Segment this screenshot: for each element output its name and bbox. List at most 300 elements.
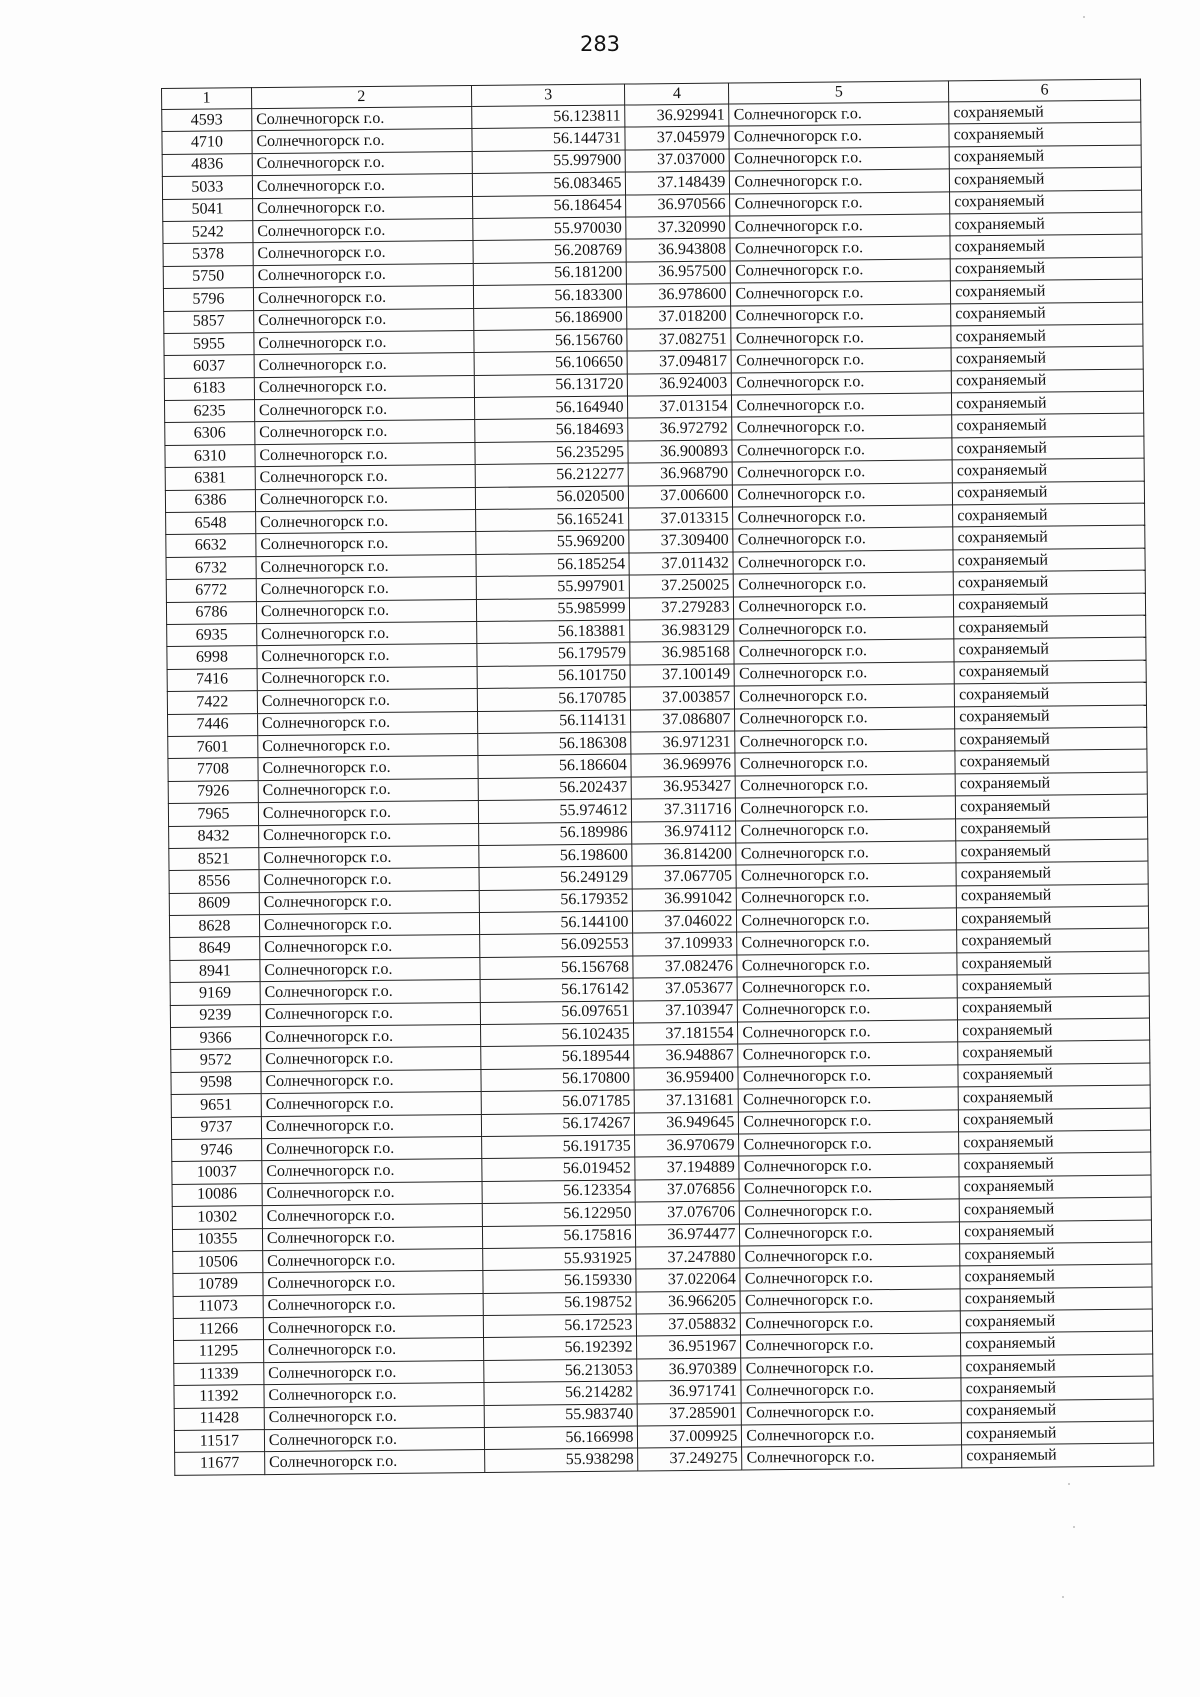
table-cell-col1: 8521	[169, 847, 259, 870]
table-cell-col3: 56.172523	[483, 1314, 637, 1338]
table-cell-col5: Солнечногорск г.о.	[730, 236, 950, 260]
table-cell-col6: сохраняемый	[956, 884, 1148, 908]
table-cell-col4: 36.972792	[628, 418, 732, 441]
table-cell-col1: 6235	[165, 400, 255, 423]
table-cell-col3: 56.174267	[481, 1113, 635, 1137]
table-cell-col5: Солнечногорск г.о.	[741, 1356, 961, 1380]
table-cell-col1: 7416	[167, 668, 257, 691]
table-cell-col4: 37.148439	[626, 171, 730, 194]
table-cell-col6: сохраняемый	[953, 525, 1145, 549]
table-cell-col3: 56.189986	[478, 822, 632, 846]
table-cell-col5: Солнечногорск г.о.	[742, 1423, 962, 1447]
table-cell-col2: Солнечногорск г.о.	[262, 1159, 482, 1183]
scan-speck	[1083, 16, 1085, 18]
table-cell-col6: сохраняемый	[959, 1108, 1151, 1132]
table-cell-col1: 8432	[169, 825, 259, 848]
table-cell-col5: Солнечногорск г.о.	[741, 1378, 961, 1402]
table-cell-col6: сохраняемый	[951, 369, 1143, 393]
table-cell-col4: 36.948867	[634, 1044, 738, 1067]
table-cell-col1: 9239	[170, 1004, 260, 1027]
table-cell-col1: 8649	[170, 937, 260, 960]
table-cell-col4: 37.003857	[631, 686, 735, 709]
table-cell-col3: 56.123811	[471, 105, 625, 129]
table-cell-col5: Солнечногорск г.о.	[730, 214, 950, 238]
table-cell-col3: 56.183881	[476, 620, 630, 644]
table-cell-col6: сохраняемый	[957, 996, 1149, 1020]
table-cell-col6: сохраняемый	[954, 660, 1146, 684]
table-cell-col5: Солнечногорск г.о.	[731, 303, 951, 327]
table-cell-col3: 56.186454	[472, 195, 626, 219]
table-cell-col2: Солнечногорск г.о.	[252, 196, 472, 220]
table-cell-col5: Солнечногорск г.о.	[736, 796, 956, 820]
table-cell-col2: Солнечногорск г.о.	[260, 1024, 480, 1048]
table-cell-col2: Солнечногорск г.о.	[254, 330, 474, 354]
table-cell-col3: 56.176142	[480, 978, 634, 1002]
table-cell-col6: сохраняемый	[954, 615, 1146, 639]
table-cell-col2: Солнечногорск г.о.	[261, 1069, 481, 1093]
table-cell-col6: сохраняемый	[960, 1264, 1152, 1288]
table-cell-col6: сохраняемый	[956, 861, 1148, 885]
table-cell-col4: 36.974477	[636, 1224, 740, 1247]
table-cell-col6: сохраняемый	[955, 705, 1147, 729]
table-cell-col6: сохраняемый	[962, 1443, 1154, 1467]
table-cell-col1: 9598	[171, 1071, 261, 1094]
table-cell-col6: сохраняемый	[954, 637, 1146, 661]
table-cell-col5: Солнечногорск г.о.	[734, 639, 954, 663]
table-cell-col2: Солнечногорск г.о.	[253, 241, 473, 265]
table-cell-col3: 56.020500	[475, 486, 629, 510]
table-cell-col1: 7446	[168, 713, 258, 736]
table-cell-col5: Солнечногорск г.о.	[736, 818, 956, 842]
table-cell-col1: 9746	[172, 1139, 262, 1162]
table-cell-col6: сохраняемый	[957, 973, 1149, 997]
table-cell-col6: сохраняемый	[960, 1220, 1152, 1244]
table-cell-col1: 7965	[168, 803, 258, 826]
table-cell-col6: сохраняемый	[949, 145, 1141, 169]
table-cell-col6: сохраняемый	[950, 190, 1142, 214]
table-cell-col3: 56.144731	[472, 127, 626, 151]
table-cell-col2: Солнечногорск г.о.	[253, 263, 473, 287]
table-cell-col4: 37.013154	[628, 395, 732, 418]
table-cell-col3: 56.198752	[483, 1292, 637, 1316]
table-cell-col5: Солнечногорск г.о.	[732, 371, 952, 395]
table-cell-col1: 10789	[173, 1273, 263, 1296]
table-cell-col1: 11266	[173, 1318, 263, 1341]
table-cell-col1: 11295	[174, 1340, 264, 1363]
table-cell-col2: Солнечногорск г.о.	[257, 666, 477, 690]
column-header-4: 4	[625, 83, 729, 105]
table-cell-col2: Солнечногорск г.о.	[263, 1248, 483, 1272]
table-cell-col1: 8609	[169, 892, 259, 915]
table-cell-col2: Солнечногорск г.о.	[260, 1002, 480, 1026]
table-cell-col5: Солнечногорск г.о.	[732, 393, 952, 417]
table-cell-col4: 37.082476	[633, 955, 737, 978]
table-cell-col1: 5796	[163, 288, 253, 311]
table-cell-col2: Солнечногорск г.о.	[255, 442, 475, 466]
table-cell-col6: сохраняемый	[952, 436, 1144, 460]
table-cell-col6: сохраняемый	[957, 951, 1149, 975]
table-cell-col2: Солнечногорск г.о.	[256, 554, 476, 578]
table-cell-col2: Солнечногорск г.о.	[256, 532, 476, 556]
table-cell-col5: Солнечногорск г.о.	[740, 1244, 960, 1268]
table-cell-col1: 8628	[169, 915, 259, 938]
table-cell-col4: 37.011432	[629, 552, 733, 575]
table-cell-col5: Солнечногорск г.о.	[738, 998, 958, 1022]
table-cell-col1: 9572	[171, 1049, 261, 1072]
table-cell-col5: Солнечногорск г.о.	[739, 1177, 959, 1201]
table-cell-col1: 9366	[171, 1027, 261, 1050]
table-cell-col5: Солнечногорск г.о.	[740, 1289, 960, 1313]
table-cell-col5: Солнечногорск г.о.	[732, 415, 952, 439]
table-cell-col1: 6632	[166, 534, 256, 557]
table-cell-col4: 37.076856	[635, 1179, 739, 1202]
table-cell-col3: 56.019452	[481, 1157, 635, 1181]
table-cell-col5: Солнечногорск г.о.	[731, 259, 951, 283]
table-cell-col6: сохраняемый	[961, 1354, 1153, 1378]
table-cell-col2: Солнечногорск г.о.	[254, 375, 474, 399]
column-header-1: 1	[162, 88, 252, 110]
table-cell-col1: 6772	[166, 579, 256, 602]
table-cell-col3: 56.213053	[483, 1359, 637, 1383]
table-cell-col1: 6548	[166, 512, 256, 535]
table-cell-col4: 37.067705	[632, 865, 736, 888]
table-cell-col4: 37.037000	[626, 149, 730, 172]
table-cell-col5: Солнечногорск г.о.	[735, 751, 955, 775]
table-cell-col1: 4593	[162, 109, 252, 132]
table-cell-col4: 37.013315	[629, 507, 733, 530]
table-cell-col3: 56.179352	[479, 889, 633, 913]
column-header-3: 3	[471, 84, 625, 106]
table-cell-col6: сохраняемый	[959, 1197, 1151, 1221]
table-cell-col2: Солнечногорск г.о.	[253, 218, 473, 242]
table-cell-col6: сохраняемый	[951, 346, 1143, 370]
scan-speck	[1068, 1483, 1070, 1485]
table-cell-col3: 56.185254	[476, 553, 630, 577]
table-cell-col4: 37.320990	[626, 216, 730, 239]
table-cell-col5: Солнечногорск г.о.	[738, 1065, 958, 1089]
table-cell-col6: сохраняемый	[961, 1376, 1153, 1400]
table-cell-col3: 56.192392	[483, 1336, 637, 1360]
table-cell-col3: 56.159330	[483, 1269, 637, 1293]
table-cell-col4: 36.929941	[625, 104, 729, 127]
table-cell-col3: 55.997901	[476, 575, 630, 599]
table-cell-col6: сохраняемый	[954, 593, 1146, 617]
table-cell-col1: 6732	[166, 556, 256, 579]
table-cell-col1: 5857	[164, 310, 254, 333]
table-cell-col5: Солнечногорск г.о.	[736, 774, 956, 798]
table-cell-col6: сохраняемый	[953, 548, 1145, 572]
table-cell-col5: Солнечногорск г.о.	[737, 953, 957, 977]
table-cell-col5: Солнечногорск г.о.	[730, 191, 950, 215]
table-cell-col4: 37.022064	[636, 1268, 740, 1291]
table-cell-col2: Солнечногорск г.о.	[258, 733, 478, 757]
table-cell-col1: 10302	[172, 1206, 262, 1229]
table-cell-col2: Солнечногорск г.о.	[259, 868, 479, 892]
table-cell-col1: 4836	[162, 153, 252, 176]
table-cell-col3: 56.186308	[477, 732, 631, 756]
table-cell-col2: Солнечногорск г.о.	[264, 1360, 484, 1384]
table-cell-col5: Солнечногорск г.о.	[735, 706, 955, 730]
table-cell-col5: Солнечногорск г.о.	[732, 438, 952, 462]
table-cell-col1: 8556	[169, 870, 259, 893]
table-cell-col2: Солнечногорск г.о.	[252, 151, 472, 175]
table-cell-col3: 55.974612	[478, 799, 632, 823]
table-cell-col4: 36.900893	[628, 440, 732, 463]
table-cell-col3: 55.997900	[472, 150, 626, 174]
table-cell-col5: Солнечногорск г.о.	[740, 1266, 960, 1290]
table-cell-col4: 36.966205	[637, 1291, 741, 1314]
table-cell-col6: сохраняемый	[952, 458, 1144, 482]
table-cell-col5: Солнечногорск г.о.	[731, 326, 951, 350]
table-cell-col4: 36.971231	[631, 731, 735, 754]
table-cell-col4: 36.951967	[637, 1335, 741, 1358]
table-cell-col3: 56.164940	[474, 396, 628, 420]
table-cell-col5: Солнечногорск г.о.	[731, 348, 951, 372]
table-cell-col6: сохраняемый	[957, 906, 1149, 930]
table-cell-col5: Солнечногорск г.о.	[733, 460, 953, 484]
table-cell-col5: Солнечногорск г.о.	[739, 1132, 959, 1156]
table-cell-col2: Солнечногорск г.о.	[259, 890, 479, 914]
table-cell-col6: сохраняемый	[950, 212, 1142, 236]
table-cell-col6: сохраняемый	[952, 481, 1144, 505]
table-cell-col6: сохраняемый	[959, 1152, 1151, 1176]
table-cell-col5: Солнечногорск г.о.	[735, 684, 955, 708]
table-cell-col3: 56.102435	[480, 1023, 634, 1047]
table-cell-col4: 36.968790	[629, 462, 733, 485]
table-cell-col6: сохраняемый	[951, 279, 1143, 303]
table-cell-col2: Солнечногорск г.о.	[256, 599, 476, 623]
table-cell-col1: 10037	[172, 1161, 262, 1184]
table-cell-col6: сохраняемый	[953, 570, 1145, 594]
table-cell-col5: Солнечногорск г.о.	[738, 1042, 958, 1066]
table-cell-col5: Солнечногорск г.о.	[736, 863, 956, 887]
table-cell-col1: 5041	[163, 198, 253, 221]
table-cell-col6: сохраняемый	[958, 1018, 1150, 1042]
table-cell-col1: 6310	[165, 444, 255, 467]
table-cell-col2: Солнечногорск г.о.	[252, 107, 472, 131]
table-cell-col1: 8941	[170, 959, 260, 982]
table-cell-col1: 6037	[164, 355, 254, 378]
table-cell-col1: 6935	[167, 624, 257, 647]
table-cell-col3: 56.212277	[475, 463, 629, 487]
table-cell-col2: Солнечногорск г.о.	[263, 1338, 483, 1362]
table-cell-col2: Солнечногорск г.о.	[257, 689, 477, 713]
scan-speck	[1073, 1526, 1075, 1528]
table-cell-col1: 9169	[170, 982, 260, 1005]
table-cell-col2: Солнечногорск г.о.	[261, 1114, 481, 1138]
table-cell-col5: Солнечногорск г.о.	[736, 841, 956, 865]
table-cell-col5: Солнечногорск г.о.	[739, 1087, 959, 1111]
table-cell-col2: Солнечногорск г.о.	[257, 644, 477, 668]
table-cell-col2: Солнечногорск г.о.	[262, 1226, 482, 1250]
table-cell-col2: Солнечногорск г.о.	[253, 286, 473, 310]
table-cell-col2: Солнечногорск г.о.	[259, 913, 479, 937]
table-cell-col5: Солнечногорск г.о.	[738, 1020, 958, 1044]
table-cell-col2: Солнечногорск г.о.	[255, 487, 475, 511]
table-cell-col1: 4710	[162, 131, 252, 154]
table-cell-col2: Солнечногорск г.о.	[261, 1092, 481, 1116]
table-cell-col5: Солнечногорск г.о.	[735, 729, 955, 753]
table-cell-col5: Солнечногорск г.о.	[733, 527, 953, 551]
table-cell-col2: Солнечногорск г.о.	[255, 465, 475, 489]
table-cell-col5: Солнечногорск г.о.	[730, 169, 950, 193]
table-cell-col2: Солнечногорск г.о.	[260, 935, 480, 959]
table-cell-col4: 37.131681	[635, 1089, 739, 1112]
table-cell-col4: 36.974112	[632, 821, 736, 844]
table-cell-col2: Солнечногорск г.о.	[254, 353, 474, 377]
table-cell-col3: 55.983740	[484, 1404, 638, 1428]
table-cell-col6: сохраняемый	[956, 839, 1148, 863]
table-cell-col6: сохраняемый	[957, 929, 1149, 953]
table-cell-col3: 56.186900	[473, 307, 627, 331]
table-cell-col4: 37.076706	[636, 1201, 740, 1224]
table-cell-col6: сохраняемый	[949, 167, 1141, 191]
table-cell-col3: 56.131720	[474, 374, 628, 398]
table-cell-col2: Солнечногорск г.о.	[263, 1293, 483, 1317]
table-cell-col1: 11339	[174, 1362, 264, 1385]
table-cell-col1: 6786	[166, 601, 256, 624]
table-cell-col4: 36.959400	[634, 1067, 738, 1090]
table-cell-col3: 56.184693	[474, 418, 628, 442]
table-cell-col4: 37.045979	[625, 126, 729, 149]
table-cell-col2: Солнечногорск г.о.	[262, 1181, 482, 1205]
column-header-5: 5	[729, 81, 949, 104]
table-cell-col2: Солнечногорск г.о.	[257, 711, 477, 735]
table-cell-col1: 11428	[174, 1407, 264, 1430]
table-cell-col1: 6381	[165, 467, 255, 490]
table-cell-col5: Солнечногорск г.о.	[741, 1311, 961, 1335]
table-cell-col4: 36.970566	[626, 194, 730, 217]
column-header-6: 6	[949, 79, 1141, 102]
table-cell-col5: Солнечногорск г.о.	[730, 147, 950, 171]
table-cell-col4: 37.018200	[627, 306, 731, 329]
table-cell-col4: 36.949645	[635, 1112, 739, 1135]
table-cell-col5: Солнечногорск г.о.	[729, 102, 949, 126]
table-cell-col5: Солнечногорск г.о.	[739, 1109, 959, 1133]
table-cell-col6: сохраняемый	[951, 324, 1143, 348]
table-cell-col3: 56.071785	[481, 1090, 635, 1114]
table-cell-col6: сохраняемый	[949, 100, 1141, 124]
table-cell-col5: Солнечногорск г.о.	[734, 572, 954, 596]
table-cell-col4: 36.943808	[626, 238, 730, 261]
table-cell-col5: Солнечногорск г.о.	[737, 930, 957, 954]
table-cell-col2: Солнечногорск г.о.	[258, 778, 478, 802]
table-cell-col2: Солнечногорск г.о.	[252, 129, 472, 153]
table-cell-col5: Солнечногорск г.о.	[729, 124, 949, 148]
table-cell-col6: сохраняемый	[958, 1063, 1150, 1087]
table-cell-col1: 6306	[165, 422, 255, 445]
table-cell-col3: 55.938298	[484, 1448, 638, 1472]
table-cell-col3: 56.214282	[484, 1381, 638, 1405]
table-cell-col1: 10506	[173, 1251, 263, 1274]
table-cell-col1: 10086	[172, 1183, 262, 1206]
table-cell-col5: Солнечногорск г.о.	[734, 595, 954, 619]
table-cell-col6: сохраняемый	[960, 1287, 1152, 1311]
table-cell-col4: 37.053677	[634, 977, 738, 1000]
table-cell-col4: 37.082751	[627, 328, 731, 351]
table-cell-col6: сохраняемый	[956, 817, 1148, 841]
table-cell-col2: Солнечногорск г.о.	[264, 1405, 484, 1429]
table-cell-col5: Солнечногорск г.о.	[737, 975, 957, 999]
table-cell-col6: сохраняемый	[950, 257, 1142, 281]
table-cell-col4: 37.100149	[631, 664, 735, 687]
table-cell-col2: Солнечногорск г.о.	[264, 1450, 484, 1474]
table-cell-col4: 37.006600	[629, 485, 733, 508]
table-cell-col3: 56.097651	[480, 1001, 634, 1025]
table-cell-col4: 37.046022	[633, 910, 737, 933]
table-cell-col3: 56.198600	[478, 844, 632, 868]
table-cell-col4: 37.058832	[637, 1313, 741, 1336]
table-cell-col4: 37.311716	[632, 798, 736, 821]
table-cell-col1: 9737	[171, 1116, 261, 1139]
table-cell-col2: Солнечногорск г.о.	[263, 1316, 483, 1340]
table-cell-col1: 5242	[163, 221, 253, 244]
table-cell-col1: 7422	[167, 691, 257, 714]
table-cell-col6: сохраняемый	[960, 1309, 1152, 1333]
table-cell-col3: 56.156760	[474, 329, 628, 353]
table-cell-col2: Солнечногорск г.о.	[264, 1428, 484, 1452]
table-cell-col3: 56.170800	[481, 1068, 635, 1092]
table-cell-col1: 5750	[163, 265, 253, 288]
table-cell-col1: 6183	[164, 377, 254, 400]
page-number: 283	[579, 32, 621, 56]
table-cell-col5: Солнечногорск г.о.	[742, 1445, 962, 1469]
table-cell-col5: Солнечногорск г.о.	[739, 1154, 959, 1178]
table-cell-col4: 37.103947	[634, 1000, 738, 1023]
table-cell-col3: 56.183300	[473, 284, 627, 308]
table-cell-col4: 37.181554	[634, 1022, 738, 1045]
table-cell-col2: Солнечногорск г.о.	[255, 420, 475, 444]
table-cell-col4: 37.094817	[628, 350, 732, 373]
table-cell-col6: сохраняемый	[949, 122, 1141, 146]
table-cell-col4: 36.970389	[637, 1358, 741, 1381]
table-cell-col2: Солнечногорск г.о.	[258, 823, 478, 847]
table-cell-col3: 56.189544	[480, 1045, 634, 1069]
table-cell-col6: сохраняемый	[959, 1175, 1151, 1199]
table-cell-col6: сохраняемый	[961, 1332, 1153, 1356]
table-cell-col2: Солнечногорск г.о.	[254, 308, 474, 332]
table-cell-col1: 7926	[168, 780, 258, 803]
table-cell-col5: Солнечногорск г.о.	[740, 1221, 960, 1245]
table-cell-col3: 56.170785	[477, 687, 631, 711]
table-cell-col4: 36.814200	[632, 843, 736, 866]
table-cell-col4: 36.924003	[628, 373, 732, 396]
table-cell-col6: сохраняемый	[955, 749, 1147, 773]
table-cell-col4: 36.978600	[627, 283, 731, 306]
table-body	[162, 79, 1154, 1475]
table-cell-col1: 11392	[174, 1385, 264, 1408]
table-cell-col4: 37.109933	[633, 932, 737, 955]
table-cell-col3: 56.235295	[475, 441, 629, 465]
table-cell-col3: 56.144100	[479, 911, 633, 935]
table-cell-col6: сохраняемый	[952, 414, 1144, 438]
table-cell-col5: Солнечногорск г.о.	[734, 617, 954, 641]
data-table	[161, 79, 1154, 1476]
scan-speck	[1062, 1596, 1064, 1598]
table-cell-col1: 11073	[173, 1295, 263, 1318]
table-cell-col2: Солнечногорск г.о.	[263, 1271, 483, 1295]
table-cell-col6: сохраняемый	[958, 1040, 1150, 1064]
table-cell-col3: 56.165241	[475, 508, 629, 532]
table-cell-col4: 37.279283	[630, 597, 734, 620]
table-cell-col5: Солнечногорск г.о.	[737, 908, 957, 932]
table-cell-col6: сохраняемый	[953, 503, 1145, 527]
table-cell-col3: 56.249129	[479, 866, 633, 890]
table-cell-col2: Солнечногорск г.о.	[261, 1136, 481, 1160]
table-cell-col4: 37.250025	[630, 574, 734, 597]
table-cell-col6: сохраняемый	[956, 794, 1148, 818]
table-cell-col1: 7708	[168, 758, 258, 781]
